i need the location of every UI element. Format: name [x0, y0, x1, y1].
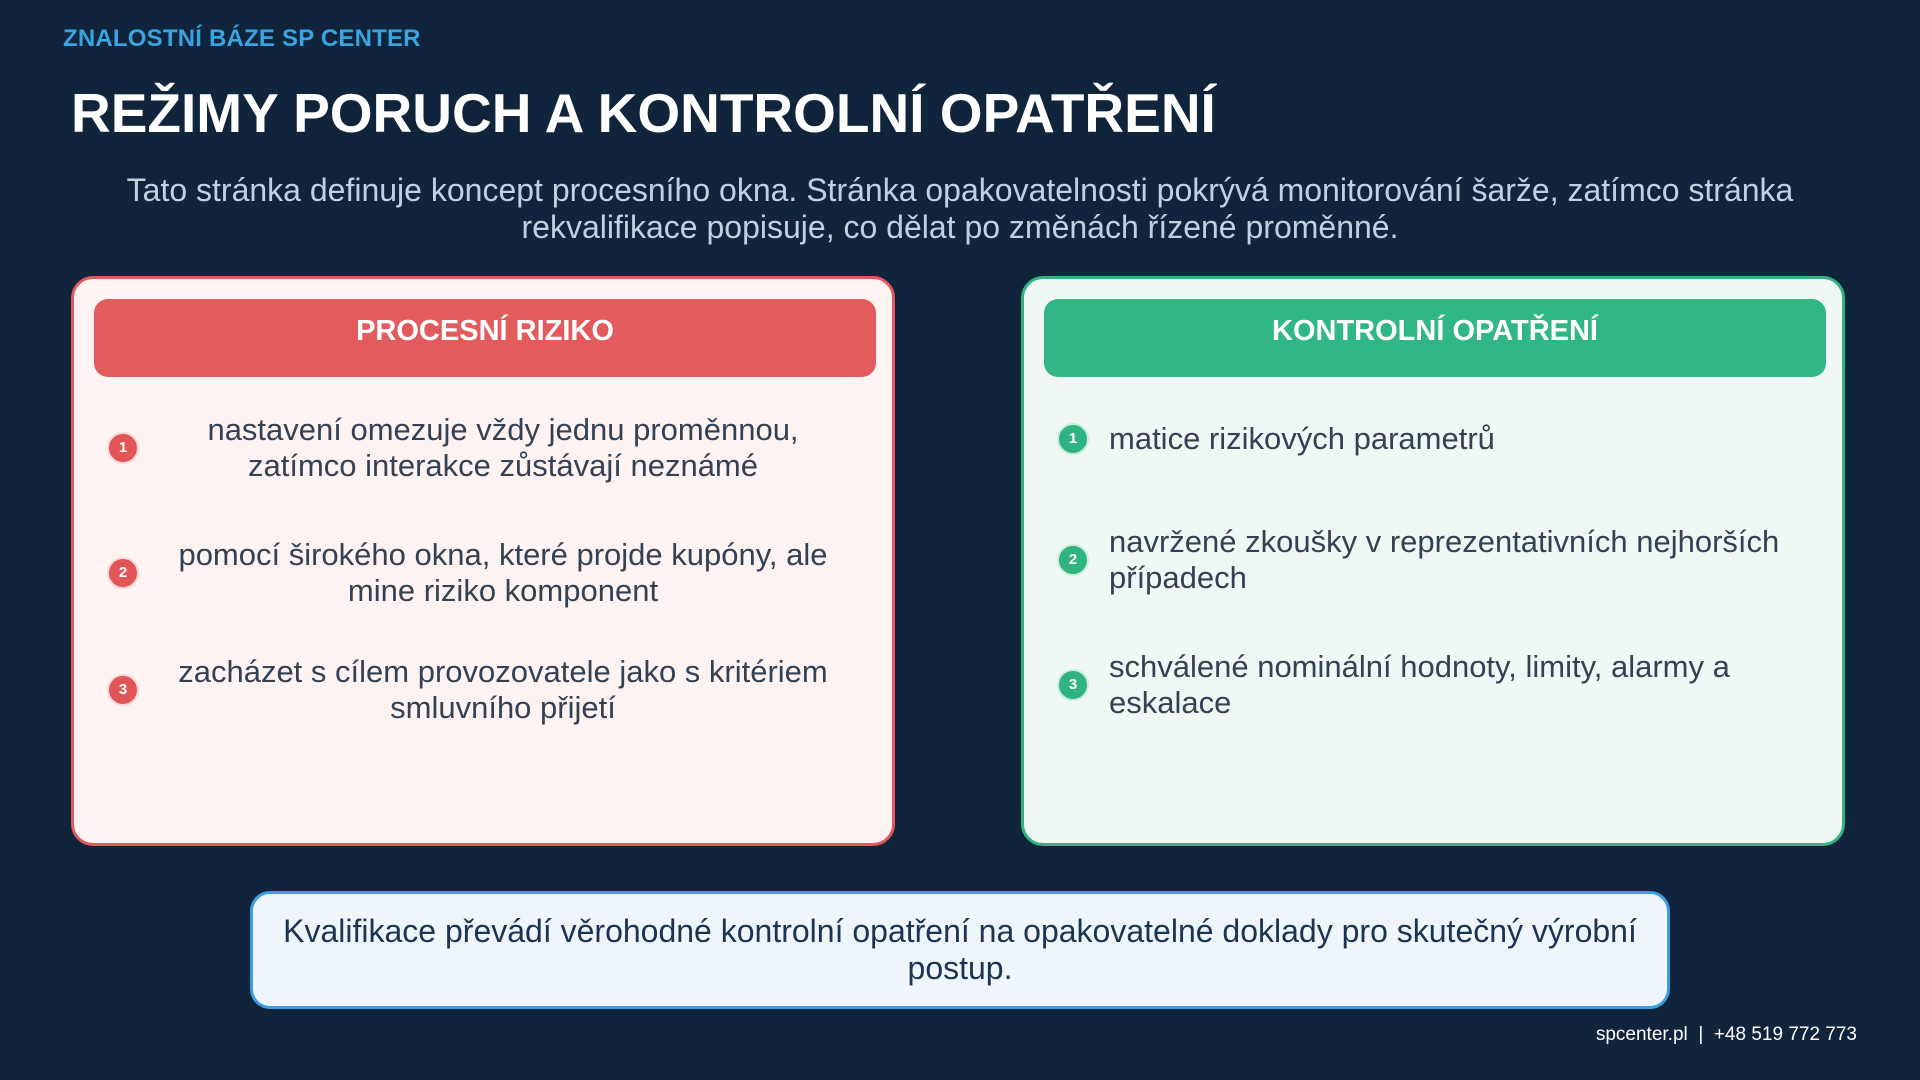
process-risk-card [71, 276, 895, 846]
control-measures-card [1021, 276, 1845, 846]
process-risk-heading: PROCESNÍ RIZIKO [94, 299, 876, 377]
risk-item-3-number-badge: 3 [107, 674, 139, 706]
control-item-1-number-badge: 1 [1057, 423, 1089, 455]
risk-item-1 [107, 412, 853, 484]
control-item-2-text: navržené zkoušky v reprezentativních nejhorších případech [1109, 524, 1780, 595]
risk-item-2 [107, 537, 853, 609]
page-title: REŽIMY PORUCH A KONTROLNÍ OPATŘENÍ [71, 82, 1216, 144]
control-item-3 [1057, 649, 1829, 721]
risk-item-3-text: zacházet s cílem provozovatele jako s kritériem smluvního přijetí [178, 654, 828, 725]
risk-item-3 [107, 654, 853, 726]
footer-contact [1596, 1024, 1857, 1046]
risk-item-1-text: nastavení omezuje vždy jednu proměnnou, zatímco interakce zůstávají neznámé [207, 412, 799, 483]
risk-item-2-number-badge: 2 [107, 557, 139, 589]
control-item-2 [1057, 524, 1829, 596]
footer-separator: | [1698, 1024, 1704, 1045]
kicker-label: ZNALOSTNÍ BÁZE SP CENTER [63, 25, 421, 52]
control-item-3-number-badge: 3 [1057, 669, 1089, 701]
summary-text: Kvalifikace převádí věrohodné kontrolní opatření na opakovatelné doklady pro skutečný výrobní postup. [283, 913, 1637, 986]
footer-website-link[interactable]: spcenter.pl [1595, 1024, 1688, 1045]
control-measures-heading: KONTROLNÍ OPATŘENÍ [1044, 299, 1826, 377]
risk-item-2-text: pomocí širokého okna, které projde kupóny, ale mine riziko komponent [178, 537, 828, 608]
page-subtitle: Tato stránka definuje koncept procesního okna. Stránka opakovatelnosti pokrývá monitorování šarže, zatímco stránka rekvalifikace popisuje, co dělat po změnách řízené proměnné. [126, 172, 1794, 245]
control-item-3-text: schválené nominální hodnoty, limity, alarmy a eskalace [1109, 649, 1730, 720]
footer-phone[interactable]: +48 519 772 773 [1713, 1024, 1857, 1045]
control-item-1-text: matice rizikových parametrů [1109, 421, 1495, 456]
control-item-2-number-badge: 2 [1057, 544, 1089, 576]
summary-box [250, 891, 1670, 1009]
risk-item-1-number-badge: 1 [107, 432, 139, 464]
control-item-1 [1057, 421, 1829, 457]
